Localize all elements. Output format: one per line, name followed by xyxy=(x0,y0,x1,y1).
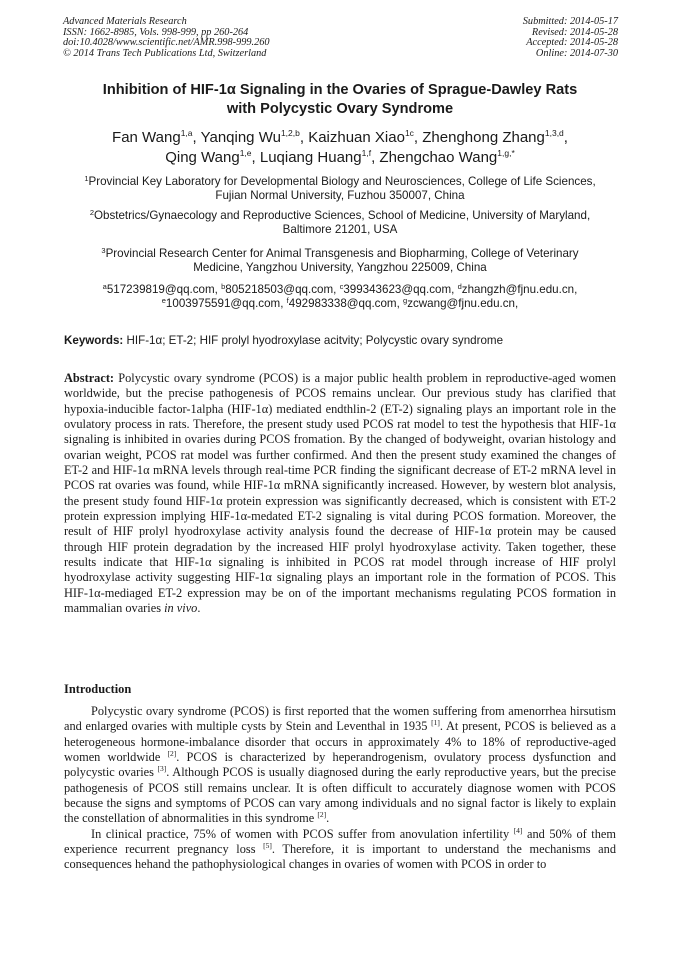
author-name: Zhenghong Zhang xyxy=(422,129,545,146)
intro-text: In clinical practice, 75% of women with PCOS suffer from anovulation infertility xyxy=(91,826,514,841)
citation[interactable]: [4] xyxy=(513,825,523,835)
email-link[interactable]: zhangzh@fjnu.edu.cn, xyxy=(461,283,578,296)
email-sup: b xyxy=(221,282,226,291)
affiliation-sup: 2 xyxy=(89,208,94,217)
abstract-end: . xyxy=(197,601,201,616)
keywords-text: HIF-1α; ET-2; HIF prolyl hyodroxylase acitvity; Polycystic ovary syndrome xyxy=(126,334,504,347)
author-line-1: Fan Wang$^{1,a}$, Yanqing Wu$^{1,2,b}$, Kaizhuan Xiao$^{1c}$, Zhenghong Zhang$^{1,3,d}$, xyxy=(112,128,568,146)
email-link[interactable]: 1003975591@qq.com, xyxy=(165,297,284,311)
email-list xyxy=(50,283,630,312)
abstract-text: Polycystic ovary syndrome (PCOS) is a major public health problem in reproductive-aged women worldwide, but the precise pathogenesis of PCOS remains unclear. Our previous study has clarified that hypoxia-inducible factor-1alpha (HIF-1α) mediated endthlin-2 (ET-2) signaling plays an important role in the ovulatory process in rats. Therefore, the present study used PCOS rat model to test the hypothesis that HIF-1α signaling is inhibited in ovaries during PCOS fromation. By the changed of bodyweight, ovarian histology and ovarian weight, PCOS rat model was further confirmed. And then the present study examined the changes of ET-2 and HIF-1α mRNA levels through real-time PCR finding the significant decrease of ET-2 mRNA level in PCOS rat ovaries was found, while HIF-1α mRNA significantly increased. However, by western blot analysis, the present study found HIF-1α protein expression was significantly decreased, which is consistent with ET-2 protein expression implying HIF-1α-medated ET-2 signaling is vital during PCOS formation. Moreover, the result of HIF prolyl hyodroxylase activity analysis found the decrease of HIF-1α protein may be caused through HIF protein degradation by the increased HIF prolyl hyodroxylase activity. Taken together, these results indicate that HIF-1α signaling is inhibited in PCOS rat model through increase of HIF prolyl hyodroxylase activity suggesting HIF-1α signaling plays an important role in the formation of PCOS. This HIF-1α-mediaged ET-2 expression may be on of the important mechanisms regulating PCOS formation in mammalian ovaries xyxy=(64,371,617,616)
copyright-line: © 2014 Trans Tech Publications Ltd, Switzerland xyxy=(63,47,267,59)
author-name: Fan Wang xyxy=(112,129,181,146)
doi-line[interactable]: doi:10.4028/www.scientific.net/AMR.998-999.260 xyxy=(63,37,270,49)
intro-text: and 50% of them experience recurrent pregnancy loss xyxy=(64,826,616,857)
abstract-italic: in vivo xyxy=(164,601,198,616)
citation[interactable]: [2] xyxy=(317,810,327,820)
author-sup: 1c xyxy=(404,128,414,138)
keywords-label: Keywords: xyxy=(64,334,124,347)
intro-paragraph-1 xyxy=(64,704,616,827)
online-date: Online: 2014-07-30 xyxy=(535,47,618,59)
author-sup: 1,3,d xyxy=(544,128,564,138)
citation[interactable]: [5] xyxy=(263,841,272,851)
introduction-body xyxy=(64,704,616,873)
author-name: Yanqing Wu xyxy=(200,129,281,146)
affiliation-line: Baltimore 21201, USA xyxy=(282,223,398,237)
title-line-1: Inhibition of HIF-1α Signaling in the Ovaries of Sprague-Dawley Rats xyxy=(102,82,578,98)
revised-date: Revised: 2014-05-28 xyxy=(531,26,618,38)
email-sup: d xyxy=(457,282,462,291)
paper-title xyxy=(60,81,620,119)
author-sup: 1,a xyxy=(180,128,193,138)
email-sup: a xyxy=(102,282,107,291)
citation[interactable]: [1] xyxy=(431,718,440,728)
affiliation-3 xyxy=(50,247,630,276)
intro-paragraph-2 xyxy=(64,827,616,873)
affiliation-line: Medicine, Yangzhou University, Yangzhou 225009, China xyxy=(193,261,487,275)
citation[interactable]: [3] xyxy=(157,764,167,774)
journal-name: Advanced Materials Research xyxy=(63,16,187,27)
publication-dates xyxy=(523,17,618,59)
email-sup: e xyxy=(161,296,166,306)
accepted-date: Accepted: 2014-05-28 xyxy=(526,37,618,49)
affiliation-line: Provincial Key Laboratory for Developmental Biology and Neurosciences, College of Life Sciences, xyxy=(88,175,596,188)
email-link[interactable]: 517239819@qq.com, xyxy=(106,283,218,296)
affiliation-2 xyxy=(50,209,630,238)
author-line-2: Qing Wang$^{1,e}$, Luqiang Huang$^{1,f}$, Zhengchao Wang$^{1,g,*}$ xyxy=(165,148,515,166)
author-sup: 1,f xyxy=(361,148,372,158)
affiliation-sup: 1 xyxy=(84,174,89,183)
author-name: Zhengchao Wang xyxy=(379,149,498,166)
issn-line: ISSN: 1662-8985, Vols. 998-999, pp 260-264 xyxy=(63,26,249,38)
author-sup: 1,e xyxy=(239,148,252,158)
author-name: Kaizhuan Xiao xyxy=(308,129,405,146)
intro-text: . xyxy=(326,811,330,826)
affiliation-sup: 3 xyxy=(101,246,106,255)
affiliation-line: Obstetrics/Gynaecology and Reproductive Sciences, School of Medicine, University of Maryland, xyxy=(93,209,591,222)
email-link[interactable]: zcwang@fjnu.edu.cn, xyxy=(407,297,519,311)
author-name: Luqiang Huang xyxy=(259,149,362,166)
affiliation-line: Provincial Research Center for Animal Transgenesis and Biopharming, College of Veterinary xyxy=(105,247,579,260)
author-list xyxy=(40,128,640,168)
affiliation-line: Fujian Normal University, Fuzhou 350007, China xyxy=(215,189,465,203)
submitted-date: Submitted: 2014-05-17 xyxy=(522,16,618,27)
keywords xyxy=(64,334,619,348)
citation[interactable]: [2] xyxy=(167,749,177,759)
email-link[interactable]: 805218503@qq.com, xyxy=(225,283,337,296)
affiliation-1 xyxy=(50,175,630,204)
intro-text: Polycystic ovary syndrome (PCOS) is first reported that the women suffering from amenorrhea hirsutism and enlarged ovaries with multiple cysts by Stein and Leventhal in 1935 xyxy=(64,704,616,734)
email-sup: f xyxy=(286,296,289,306)
author-name: Qing Wang xyxy=(165,149,240,166)
author-sup: 1,g,* xyxy=(497,148,515,158)
title-line-2: with Polycystic Ovary Syndrome xyxy=(226,101,454,117)
email-link[interactable]: 399343623@qq.com, xyxy=(343,283,455,296)
abstract-label: Abstract: xyxy=(64,371,115,385)
email-sup: g xyxy=(403,296,408,306)
intro-text: . Therefore, it is important to understand the mechanisms and consequences hehand the pathophysiological changes in ovaries of women with PCOS in order to xyxy=(64,842,616,872)
intro-text: . Although PCOS is usually diagnosed during the early reproductive years, but the precise pathogenesis of PCOS still remains unclear. It is often difficult to accurately diagnose women with PCOS because the signs and symptoms of PCOS can vary among individuals and no signal factor is likely to explain the constellation of abnormalities in this syndrome xyxy=(64,765,616,826)
abstract xyxy=(64,371,616,617)
introduction-heading: Introduction xyxy=(64,682,132,696)
intro-text: . PCOS is characterized by heperandrogenism, ovulatory process dysfunction and polycystic ovaries xyxy=(64,750,616,780)
author-sup: 1,2,b xyxy=(280,128,300,138)
email-sup: c xyxy=(339,282,344,291)
email-link[interactable]: 492983338@qq.com, xyxy=(288,297,400,311)
intro-text: . At present, PCOS is believed as a heterogeneous hormone-imbalance disorder that occurs in approximately 4% to 18% of reproductive-aged women worldwide xyxy=(64,719,616,765)
journal-info xyxy=(63,17,270,59)
